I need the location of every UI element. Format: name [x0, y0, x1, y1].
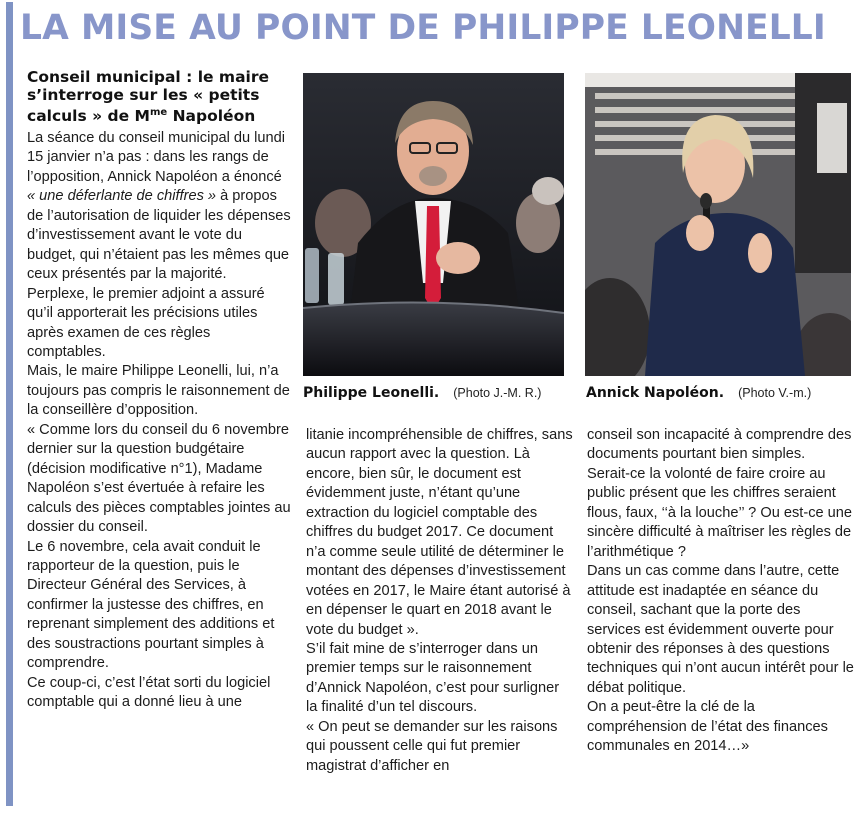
- paragraph: Dans un cas comme dans l’autre, cette attitude est inadaptée en séance du conseil, sachant que la porte des services est évidemment ouverte pour obtenir des réponses à des questions techniques qui n’ont aucun intérêt pour le débat politique.: [587, 563, 854, 696]
- subheadline: Conseil municipal : le maire s’interroge sur les « petits calculs » de $M^{me}$ Napoléon: [27, 68, 270, 126]
- caption-name: Philippe Leonelli.: [303, 385, 440, 401]
- paragraph: Le 6 novembre, cela avait conduit le rapporteur de la question, puis le Directeur Général des Services, à confirmer la justesse des chiffres, en reprenant simplement des additions et des soustractions pourtant simples à comprendre.: [27, 538, 275, 672]
- paragraph: conseil son incapacité à comprendre des documents pourtant bien simples.: [587, 427, 852, 463]
- photo-caption: [303, 382, 541, 402]
- text-column-3: [587, 426, 855, 757]
- paragraph: Mais, le maire Philippe Leonelli, lui, n’a toujours pas compris le raisonnement de la conseillère d’opposition.: [27, 363, 290, 419]
- photo-credit: (Photo V.-m.): [738, 386, 812, 400]
- paragraph: Perplexe, le premier adjoint a assuré qu’il apporterait les précisions utiles après examen de ces règles comptables.: [27, 285, 265, 360]
- paragraph: La séance du conseil municipal du lundi 15 janvier n’a pas : dans les rangs de l’opposition, Annick Napoléon a énoncé « une déferlante de chiffres » à propos de l’autorisation de liquider les dépenses d’investissement avant le vote du budget, qui n’étaient pas les mêmes que ceux présentés par la majorité.: [27, 130, 291, 283]
- photo-philippe-leonelli: [303, 73, 564, 376]
- paragraph: On a peut-être la clé de la compréhension de l’état des finances communales en 2014…»: [587, 699, 828, 755]
- text-column-1: [27, 129, 293, 713]
- headline: LA MISE AU POINT DE PHILIPPE LEONELLI: [20, 8, 826, 48]
- paragraph: litanie incompréhensible de chiffres, sans aucun rapport avec la question. Là encore, bien sûr, le document est évidemment juste, n’étant qu’une extraction du logiciel comptable des chiffres du budget 2017. Ce document n’a comme seule utilité de déterminer le montant des dépenses d’investissement votées en 2017, le Maire étant autorisé à en dépenser le quart en 2018 avant le vote du budget ».: [306, 427, 573, 638]
- paragraph: S’il fait mine de s’interroger dans un premier temps sur le raisonnement d’Annick Napoléon, c’est pour surligner la finalité d’un tel discours.: [306, 640, 560, 716]
- paragraph: « On peut se demander sur les raisons qui poussent celle qui fut premier magistrat d’afficher en: [306, 718, 558, 774]
- paragraph: « Comme lors du conseil du 6 novembre dernier sur la question budgétaire (décision modificative n°1), Madame Napoléon s’est évertuée à refaire les calculs des pièces comptables jointes au dossier du conseil.: [27, 421, 291, 536]
- paragraph: Ce coup-ci, c’est l’état sorti du logiciel comptable qui a donné lieu à une: [27, 674, 271, 711]
- caption-name: Annick Napoléon.: [586, 385, 725, 401]
- photo-annick-napoleon: [585, 73, 851, 376]
- photo-credit: (Photo J.-M. R.): [453, 386, 542, 400]
- photo-caption: [586, 382, 811, 402]
- text-column-2: [306, 426, 574, 776]
- accent-bar: [6, 2, 13, 806]
- paragraph: Serait-ce la volonté de faire croire au public présent que les chiffres seraient flous, faux, ‘‘à la louche’’ ? Ou est-ce une sincère difficulté à maîtriser les règles de l’arithmétique ?: [587, 465, 853, 560]
